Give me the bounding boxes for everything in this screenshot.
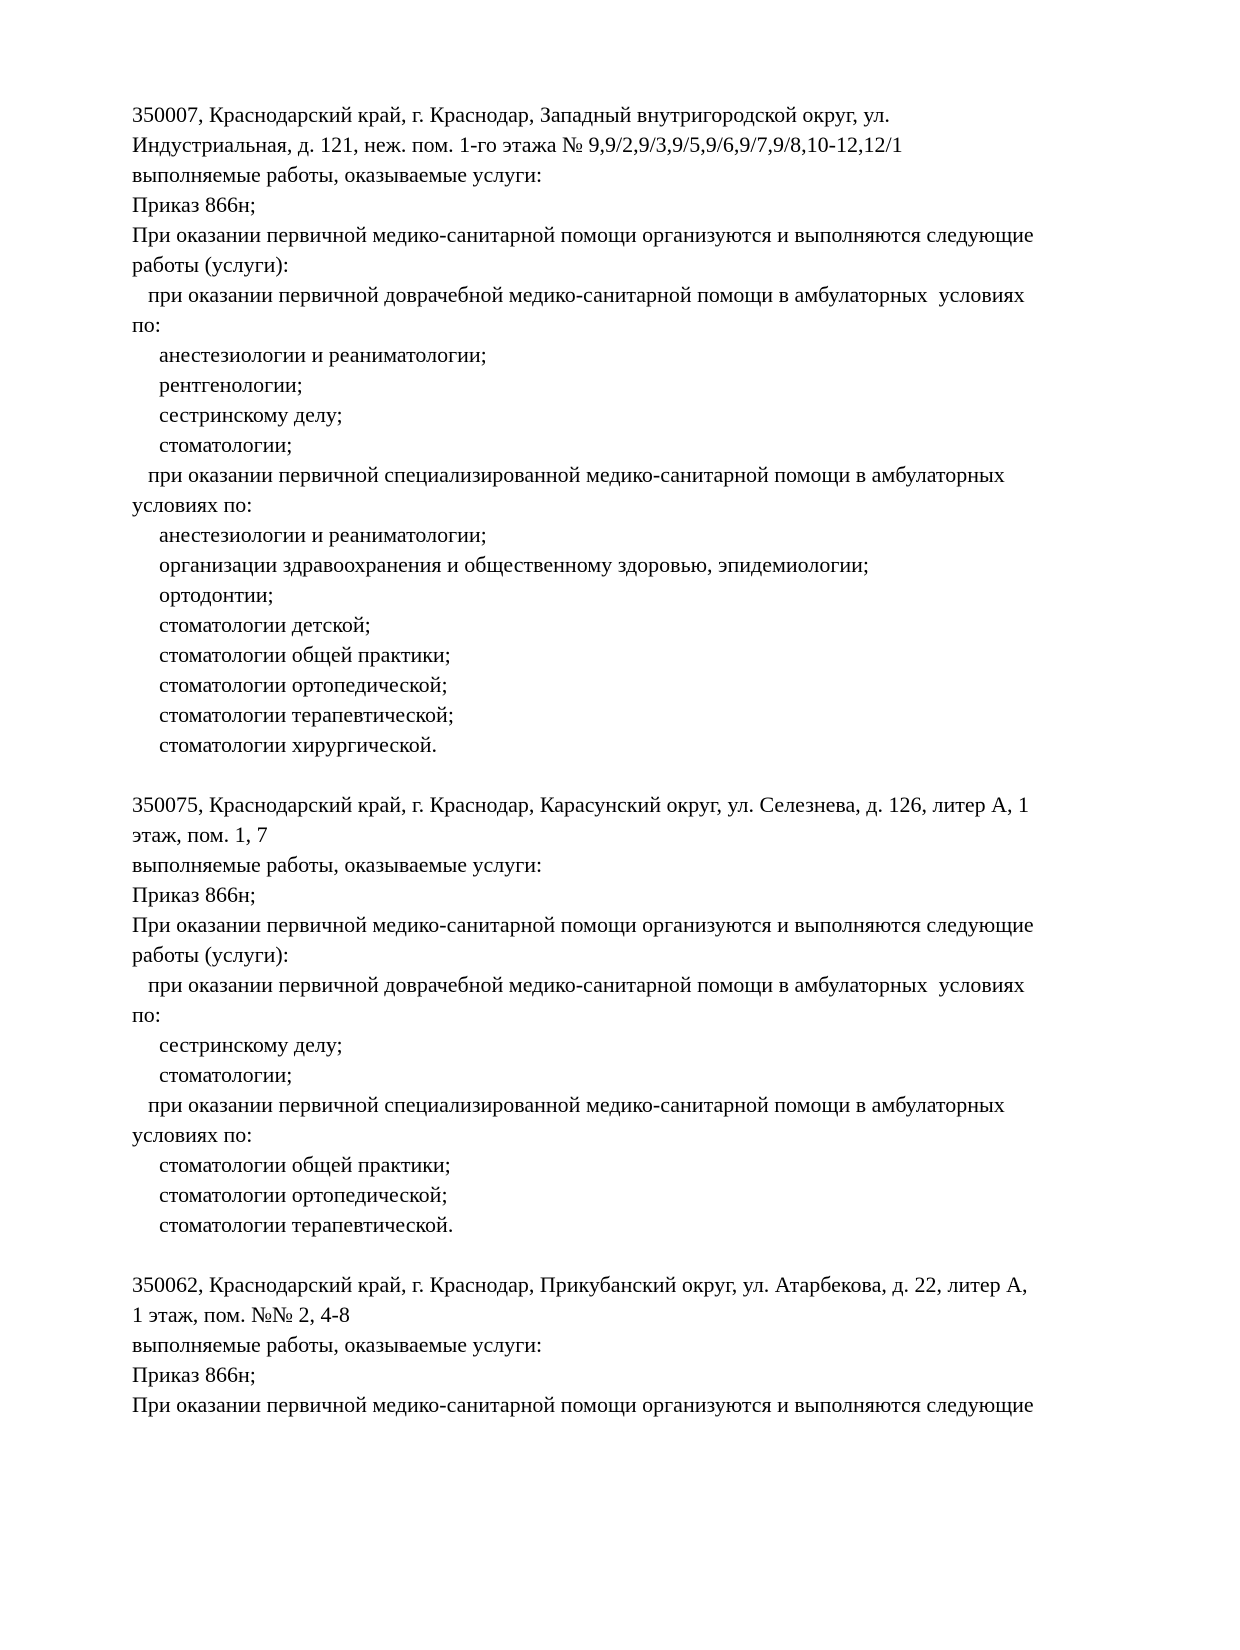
text-line: При оказании первичной медико-санитарной помощи организуются и выполняются следующие — [132, 912, 1034, 937]
text-line: стоматологии детской; — [159, 612, 371, 637]
text-line: работы (услуги): — [132, 942, 289, 967]
text-line: при оказании первичной специализированной медико-санитарной помощи в амбулаторных — [148, 462, 1005, 487]
document-body — [132, 100, 1162, 1420]
text-line: При оказании первичной медико-санитарной помощи организуются и выполняются следующие — [132, 222, 1034, 247]
text-line: ортодонтии; — [159, 582, 274, 607]
text-line: рентгенологии; — [159, 372, 303, 397]
text-line: стоматологии общей практики; — [159, 1152, 451, 1177]
text-line: анестезиологии и реаниматологии; — [159, 522, 487, 547]
text-line: Приказ 866н; — [132, 882, 256, 907]
text-line: стоматологии терапевтической; — [159, 702, 454, 727]
text-line: по: — [132, 312, 161, 337]
license-location-block-location-350062 — [132, 1270, 1162, 1420]
text-line: выполняемые работы, оказываемые услуги: — [132, 852, 543, 877]
text-line: стоматологии терапевтической. — [159, 1212, 454, 1237]
blank-line — [132, 760, 1162, 790]
text-line: стоматологии ортопедической; — [159, 1182, 448, 1207]
text-line: выполняемые работы, оказываемые услуги: — [132, 162, 543, 187]
text-line: при оказании первичной доврачебной медико-санитарной помощи в амбулаторных условиях — [148, 282, 1025, 307]
text-line: стоматологии хирургической. — [159, 732, 437, 757]
text-line: Приказ 866н; — [132, 192, 256, 217]
text-line: условиях по: — [132, 492, 253, 517]
text-line: Индустриальная, д. 121, неж. пом. 1-го этажа № 9,9/2,9/3,9/5,9/6,9/7,9/8,10-12,12/1 — [132, 132, 903, 157]
blank-line — [132, 1240, 1162, 1270]
text-line: при оказании первичной специализированной медико-санитарной помощи в амбулаторных — [148, 1092, 1005, 1117]
text-line: сестринскому делу; — [159, 1032, 343, 1057]
text-line: стоматологии ортопедической; — [159, 672, 448, 697]
text-line: 350062, Краснодарский край, г. Краснодар, Прикубанский округ, ул. Атарбекова, д. 22, литер А, — [132, 1272, 1028, 1297]
text-line: 1 этаж, пом. №№ 2, 4-8 — [132, 1302, 350, 1327]
text-line: При оказании первичной медико-санитарной помощи организуются и выполняются следующие — [132, 1392, 1034, 1417]
text-line: условиях по: — [132, 1122, 253, 1147]
text-line: работы (услуги): — [132, 252, 289, 277]
text-line: стоматологии; — [159, 1062, 293, 1087]
text-line: при оказании первичной доврачебной медико-санитарной помощи в амбулаторных условиях — [148, 972, 1025, 997]
text-line: 350075, Краснодарский край, г. Краснодар, Карасунский округ, ул. Селезнева, д. 126, литер А, 1 — [132, 792, 1030, 817]
text-line: по: — [132, 1002, 161, 1027]
text-line: стоматологии общей практики; — [159, 642, 451, 667]
text-line: этаж, пом. 1, 7 — [132, 822, 268, 847]
license-location-block-location-350075 — [132, 790, 1162, 1240]
text-line: выполняемые работы, оказываемые услуги: — [132, 1332, 543, 1357]
text-line: организации здравоохранения и общественному здоровью, эпидемиологии; — [159, 552, 870, 577]
text-line: стоматологии; — [159, 432, 293, 457]
text-line: сестринскому делу; — [159, 402, 343, 427]
license-location-block-location-350007 — [132, 100, 1162, 760]
text-line: Приказ 866н; — [132, 1362, 256, 1387]
text-line: 350007, Краснодарский край, г. Краснодар, Западный внутригородской округ, ул. — [132, 102, 890, 127]
text-line: анестезиологии и реаниматологии; — [159, 342, 487, 367]
